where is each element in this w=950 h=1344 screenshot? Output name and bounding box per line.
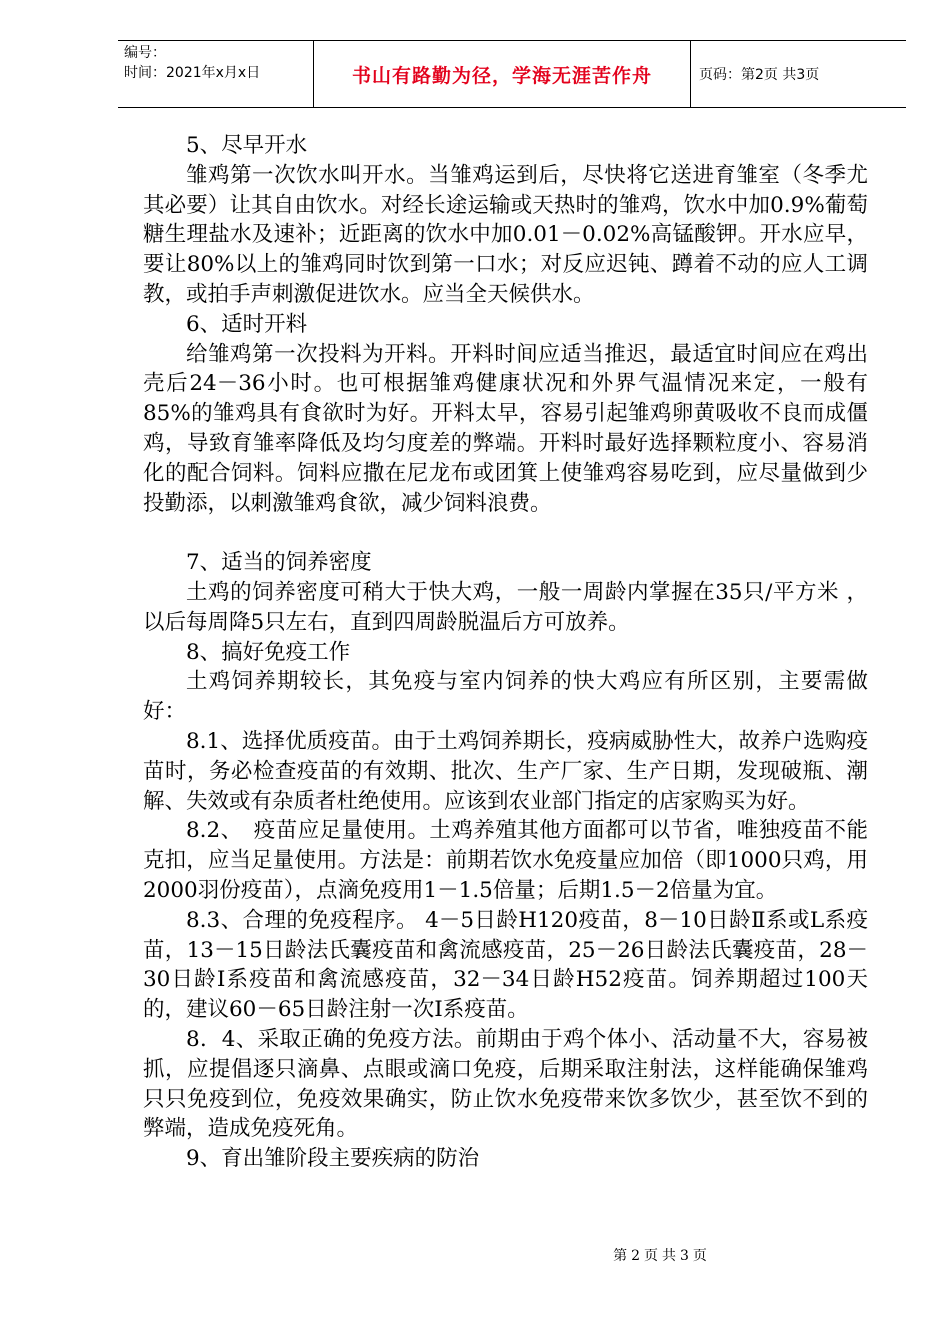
header-number: 编号：	[124, 45, 166, 61]
page-footer	[0, 1245, 950, 1265]
header-time: 时间：2021年x月x日	[124, 65, 261, 81]
page-header	[118, 40, 906, 108]
section-heading: 8、搞好免疫工作	[186, 639, 351, 665]
footer-total-unit: 页	[692, 1248, 707, 1264]
section-heading: 9、育出雏阶段主要疾病的防治	[186, 1146, 480, 1172]
section-heading: 5、尽早开水	[186, 133, 308, 158]
section-heading: 6、适时开料	[186, 311, 308, 337]
section-heading: 7、适当的饲养密度	[186, 550, 372, 576]
document-body	[143, 131, 868, 1174]
header-meta	[118, 41, 314, 107]
body-paragraph: 土鸡的饲养密度可稍大于快大鸡，一般一周龄内掌握在35只/平方米 ，以后每周降5只左右，直到四周龄脱温后方可放养。	[143, 579, 868, 635]
footer-total-num: 3	[680, 1248, 689, 1264]
body-paragraph: 8.3、合理的免疫程序。 4－5日龄H120疫苗，8－10日龄Ⅱ系或L系疫苗，13－15日龄法氏囊疫苗和禽流感疫苗，25－26日龄法氏囊疫苗，28－30日龄Ⅰ系疫苗和禽流感疫苗，32－34日龄H52疫苗。饲养期超过100天的，建议60－65日龄注射一次Ⅰ系疫苗。	[143, 907, 868, 1023]
footer-page-unit: 页	[644, 1248, 658, 1264]
body-paragraph: 8.2、 疫苗应足量使用。土鸡养殖其他方面都可以节省，唯独疫苗不能克扣，应当足量使用。方法是：前期若饮水免疫量应加倍（即1000只鸡，用2000羽份疫苗），点滴免疫用1－1.5倍量；后期1.5－2倍量为宜。	[143, 818, 868, 903]
body-paragraph: 土鸡饲养期较长，其免疫与室内饲养的快大鸡应有所区别，主要需做好：	[143, 669, 868, 725]
footer-page-word: 第	[613, 1248, 628, 1264]
body-paragraph: 8.1、选择优质疫苗。由于土鸡饲养期长，疫病威胁性大，故养户选购疫苗时，务必检查疫苗的有效期、批次、生产厂家、生产日期，发现破瓶、潮解、失效或有杂质者杜绝使用。应该到农业部门指定的店家购买为好。	[143, 728, 868, 814]
paragraph-gap	[143, 518, 868, 548]
body-paragraph: 8．4、采取正确的免疫方法。前期由于鸡个体小、活动量不大，容易被抓，应提倡逐只滴鼻、点眼或滴口免疫，后期采取注射法，这样能确保雏鸡只只免疫到位，免疫效果确实，防止饮水免疫带来饮多饮少，甚至饮不到的弊端，造成免疫死角。	[143, 1026, 868, 1142]
body-paragraph: 雏鸡第一次饮水叫开水。当雏鸡运到后，尽快将它送进育雏室（冬季尤其必要）让其自由饮水。对经长途运输或天热时的雏鸡，饮水中加0.9%葡萄糖生理盐水及速补；近距离的饮水中加0.01－0.02%高锰酸钾。开水应早，要让80%以上的雏鸡同时饮到第一口水；对反应迟钝、蹲着不动的应人工调教，或拍手声刺激促进饮水。应当全天候供水。	[143, 162, 868, 307]
header-motto: 书山有路勤为径，学海无涯苦作舟	[314, 41, 691, 107]
body-paragraph: 给雏鸡第一次投料为开料。开料时间应适当推迟，最适宜时间应在鸡出壳后24－36小时。也可根据雏鸡健康状况和外界气温情况来定，一般有85%的雏鸡具有食欲时为好。开料太早，容易引起雏鸡卵黄吸收不良而成僵鸡，导致育雏率降低及均匀度差的弊端。开料时最好选择颗粒度小、容易消化的配合饲料。饲料应撒在尼龙布或团箕上使雏鸡容易吃到，应尽量做到少投勤添，以刺激雏鸡食欲，减少饲料浪费。	[143, 341, 868, 516]
header-page: 页码：第2页 共3页	[699, 67, 820, 83]
footer-page-num: 2	[631, 1248, 640, 1264]
footer-total-word: 共	[662, 1248, 676, 1264]
